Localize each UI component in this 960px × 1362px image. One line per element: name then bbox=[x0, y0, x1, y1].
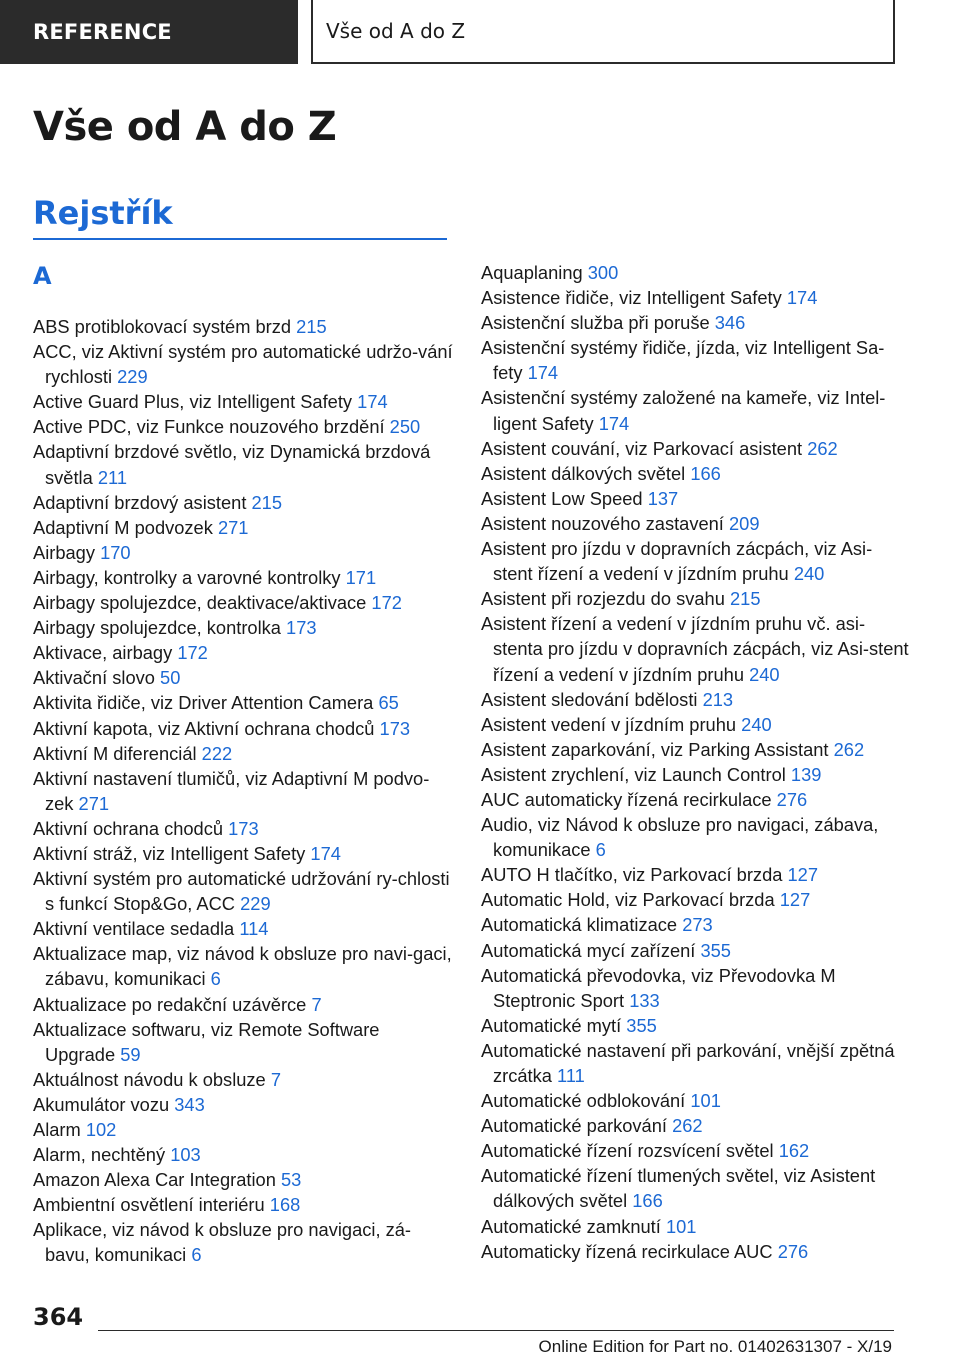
index-entry-text: Asistent vedení v jízdním pruhu bbox=[481, 713, 737, 735]
index-entry bbox=[33, 590, 453, 615]
index-entry-text: Aktualizace po redakční uzávěrce bbox=[33, 993, 307, 1015]
page-reference-link[interactable]: 170 bbox=[100, 541, 131, 563]
index-entry bbox=[481, 812, 911, 862]
page-reference-link[interactable]: 127 bbox=[787, 864, 819, 886]
index-entry bbox=[481, 1013, 911, 1038]
page-reference-link[interactable]: 213 bbox=[702, 688, 734, 710]
index-entry bbox=[33, 665, 453, 690]
index-entry-text: Aktivní nastavení tlumičů, viz Adaptivní M podvo‐zek bbox=[33, 767, 430, 814]
page-reference-link[interactable]: 174 bbox=[527, 362, 559, 384]
page-reference-link[interactable]: 271 bbox=[217, 516, 249, 538]
index-entry bbox=[481, 912, 911, 937]
index-entry bbox=[33, 515, 453, 540]
index-entry-text: Airbagy bbox=[33, 541, 95, 563]
index-entry-text: Aquaplaning bbox=[481, 262, 583, 283]
page-reference-link[interactable]: 215 bbox=[296, 316, 327, 337]
page-reference-link[interactable]: 101 bbox=[665, 1215, 697, 1237]
index-entry-text: Airbagy spolujezdce, deaktivace/aktivace bbox=[33, 592, 367, 614]
index-entry bbox=[481, 385, 911, 435]
index-entry bbox=[481, 1214, 911, 1239]
index-entry bbox=[33, 992, 453, 1017]
page-reference-link[interactable]: 240 bbox=[749, 663, 780, 685]
index-entry bbox=[33, 1017, 453, 1067]
page-reference-link[interactable]: 240 bbox=[741, 713, 772, 735]
index-entry bbox=[481, 486, 911, 511]
index-entry-text: Automatické mytí bbox=[481, 1014, 622, 1036]
page-reference-link[interactable]: 343 bbox=[174, 1093, 205, 1115]
index-entry-text: Automatické parkování bbox=[481, 1115, 667, 1137]
page-reference-link[interactable]: 103 bbox=[170, 1144, 201, 1166]
index-entry bbox=[33, 540, 453, 565]
index-entry bbox=[481, 1038, 911, 1088]
page-reference-link[interactable]: 222 bbox=[201, 742, 233, 764]
index-entry bbox=[33, 1117, 453, 1142]
page-reference-link[interactable]: 172 bbox=[177, 642, 208, 664]
index-entry bbox=[481, 963, 911, 1013]
page-reference-link[interactable]: 127 bbox=[779, 889, 811, 911]
index-entry bbox=[481, 862, 911, 887]
page-reference-link[interactable]: 215 bbox=[251, 491, 283, 513]
index-entry-text: Automatická mycí zařízení bbox=[481, 939, 696, 961]
page-reference-link[interactable]: 7 bbox=[270, 1068, 281, 1090]
index-entry-text: Airbagy spolujezdce, kontrolka bbox=[33, 617, 281, 639]
index-entry-text: Active Guard Plus, viz Intelligent Safety bbox=[33, 391, 353, 413]
page-reference-link[interactable]: 53 bbox=[280, 1169, 302, 1191]
index-entry bbox=[33, 916, 453, 941]
index-entry-text: Aktivní kapota, viz Aktivní ochrana chodců bbox=[33, 717, 375, 739]
page-title: Vše od A do Z bbox=[33, 104, 337, 150]
page-reference-link[interactable]: 229 bbox=[117, 366, 148, 388]
index-entry-text: Asistence řidiče, viz Intelligent Safety bbox=[481, 287, 782, 309]
index-entry-text: Alarm bbox=[33, 1119, 81, 1140]
index-entry-text: Automaticky řízená recirkulace AUC bbox=[481, 1240, 773, 1262]
section-divider bbox=[33, 238, 447, 240]
page-reference-link[interactable]: 215 bbox=[729, 588, 761, 610]
page-reference-link[interactable]: 166 bbox=[632, 1190, 663, 1212]
index-entry-text: Automatická klimatizace bbox=[481, 914, 678, 936]
index-entry-text: Automatické zamknutí bbox=[481, 1215, 661, 1237]
index-entry bbox=[33, 841, 453, 866]
index-entry-text: Active PDC, viz Funkce nouzového brzdění bbox=[33, 416, 385, 438]
page-reference-link[interactable]: 172 bbox=[371, 592, 402, 614]
index-entry bbox=[481, 687, 911, 712]
index-entry bbox=[481, 1239, 911, 1264]
page-reference-link[interactable]: 276 bbox=[777, 1240, 809, 1262]
page-reference-link[interactable]: 174 bbox=[357, 391, 388, 413]
index-entry bbox=[481, 737, 911, 762]
index-entry bbox=[481, 787, 911, 812]
page-reference-link[interactable]: 174 bbox=[598, 412, 630, 434]
index-entry bbox=[481, 712, 911, 737]
page-reference-link[interactable]: 50 bbox=[160, 667, 181, 689]
index-entry-text: Asistenční systémy řidiče, jízda, viz Intelligent Sa‐fety bbox=[481, 337, 885, 384]
index-entry bbox=[33, 414, 453, 439]
index-entry bbox=[481, 1163, 911, 1213]
index-column-right bbox=[481, 260, 911, 1264]
page-reference-link[interactable]: 355 bbox=[626, 1014, 657, 1036]
index-entry-text: Alarm, nechtěný bbox=[33, 1144, 166, 1166]
page-reference-link[interactable]: 133 bbox=[629, 989, 660, 1011]
section-tab bbox=[0, 0, 298, 64]
index-entry-text: Automatické řízení tlumených světel, viz Asistent dálkových světel bbox=[481, 1165, 876, 1212]
index-entry bbox=[481, 511, 911, 536]
index-entry-text: Audio, viz Návod k obsluze pro navigaci, zábava, komunikace bbox=[481, 814, 879, 861]
section-tab-label: REFERENCE bbox=[33, 20, 172, 44]
page-reference-link[interactable]: 229 bbox=[240, 893, 271, 915]
page-reference-link[interactable]: 111 bbox=[557, 1065, 585, 1086]
index-entry-text: Asistent nouzového zastavení bbox=[481, 512, 724, 534]
page-reference-link[interactable]: 65 bbox=[378, 692, 399, 714]
index-entry bbox=[481, 436, 911, 461]
index-entry bbox=[33, 766, 453, 816]
page-reference-link[interactable]: 346 bbox=[714, 312, 746, 334]
index-entry bbox=[33, 640, 453, 665]
index-entry-text: Airbagy, kontrolky a varovné kontrolky bbox=[33, 566, 341, 588]
index-entry-text: Ambientní osvětlení interiéru bbox=[33, 1194, 265, 1216]
index-entry bbox=[33, 1217, 453, 1267]
index-entry-text: Asistent při rozjezdu do svahu bbox=[481, 588, 725, 610]
page-reference-link[interactable]: 300 bbox=[587, 262, 619, 283]
index-entry bbox=[481, 887, 911, 912]
index-entry-text: Aktualizace softwaru, viz Remote Software Upgrade bbox=[33, 1018, 380, 1065]
page-reference-link[interactable]: 6 bbox=[210, 968, 221, 990]
page-reference-link[interactable]: 173 bbox=[286, 617, 317, 639]
footer-edition-text: Online Edition for Part no. 01402631307 - X/19 bbox=[538, 1337, 892, 1356]
index-entry-text: ABS protiblokovací systém brzd bbox=[33, 316, 292, 337]
index-entry bbox=[33, 1067, 453, 1092]
index-entry-text: Adaptivní brzdové světlo, viz Dynamická brzdová světla bbox=[33, 441, 431, 488]
index-entry-text: Asistent dálkových světel bbox=[481, 462, 686, 484]
index-entry bbox=[33, 314, 453, 339]
index-entry-text: Asistent couvání, viz Parkovací asistent bbox=[481, 437, 803, 459]
index-entry bbox=[33, 1167, 453, 1192]
index-entry-text: Aktualizace map, viz návod k obsluze pro navi‐gaci, zábavu, komunikaci bbox=[33, 943, 452, 990]
page-reference-link[interactable]: 250 bbox=[389, 416, 421, 438]
index-entry-text: Asistent pro jízdu v dopravních zácpách, viz Asi‐stent řízení a vedení v jízdním pruhu bbox=[481, 538, 873, 585]
page-reference-link[interactable]: 240 bbox=[793, 563, 825, 585]
index-entry bbox=[33, 690, 453, 715]
index-entry bbox=[481, 1088, 911, 1113]
page-reference-link[interactable]: 209 bbox=[728, 512, 760, 534]
index-entry-text: Aktivní stráž, viz Intelligent Safety bbox=[33, 842, 306, 864]
index-entry-text: Aktivní systém pro automatické udržování ry‐chlosti s funkcí Stop&Go, ACC bbox=[33, 868, 450, 915]
index-entry bbox=[481, 310, 911, 335]
page-reference-link[interactable]: 174 bbox=[786, 287, 818, 309]
index-entry-text: Automatické nastavení při parkování, vnější zpětná zrcátka bbox=[481, 1039, 895, 1086]
page-reference-link[interactable]: 355 bbox=[700, 939, 731, 961]
index-entry-text: Automatické odblokování bbox=[481, 1090, 686, 1112]
index-entry bbox=[33, 1142, 453, 1167]
index-entry bbox=[33, 716, 453, 741]
index-entry-text: ACC, viz Aktivní systém pro automatické udržo‐vání rychlosti bbox=[33, 341, 453, 388]
index-entry bbox=[33, 866, 453, 916]
page-reference-link[interactable]: 173 bbox=[228, 817, 259, 839]
page-reference-link[interactable]: 137 bbox=[647, 487, 679, 509]
index-entry bbox=[481, 938, 911, 963]
page-reference-link[interactable]: 171 bbox=[345, 566, 377, 588]
page-reference-link[interactable]: 211 bbox=[97, 466, 128, 488]
index-entry bbox=[33, 1192, 453, 1217]
index-entry bbox=[481, 586, 911, 611]
index-entry-text: Aplikace, viz návod k obsluze pro navigaci, zá‐bavu, komunikaci bbox=[33, 1219, 412, 1266]
index-entry bbox=[33, 339, 453, 389]
index-entry bbox=[481, 762, 911, 787]
breadcrumb-label: Vše od A do Z bbox=[326, 19, 466, 43]
index-entry bbox=[481, 260, 911, 285]
index-entry-text: Asistent sledování bdělosti bbox=[481, 688, 698, 710]
index-entry-text: Asistent Low Speed bbox=[481, 487, 643, 509]
index-entry bbox=[481, 536, 911, 586]
index-entry-text: Automatická převodovka, viz Převodovka M Steptronic Sport bbox=[481, 964, 836, 1011]
page-reference-link[interactable]: 262 bbox=[833, 738, 865, 760]
index-entry-text: Adaptivní brzdový asistent bbox=[33, 491, 247, 513]
index-entry-text: Aktivace, airbagy bbox=[33, 642, 173, 664]
section-title: Rejstřík bbox=[33, 194, 173, 232]
index-entry-text: Aktivní ochrana chodců bbox=[33, 817, 224, 839]
index-entry-text: Asistent zrychlení, viz Launch Control bbox=[481, 763, 786, 785]
index-entry-text: Adaptivní M podvozek bbox=[33, 516, 213, 538]
page-reference-link[interactable]: 262 bbox=[807, 437, 838, 459]
index-entry-text: Asistent zaparkování, viz Parking Assistant bbox=[481, 738, 829, 760]
page-reference-link[interactable]: 162 bbox=[778, 1140, 810, 1162]
index-entry bbox=[481, 335, 911, 385]
index-entry bbox=[481, 1113, 911, 1138]
index-entry-text: Amazon Alexa Car Integration bbox=[33, 1169, 276, 1191]
index-entry bbox=[33, 389, 453, 414]
index-entry bbox=[33, 439, 453, 489]
page-number: 364 bbox=[33, 1303, 84, 1331]
page-reference-link[interactable]: 276 bbox=[776, 788, 808, 810]
index-entry bbox=[33, 490, 453, 515]
index-entry bbox=[33, 741, 453, 766]
index-letter: A bbox=[33, 262, 52, 290]
page-reference-link[interactable]: 7 bbox=[311, 993, 322, 1015]
index-entry bbox=[481, 461, 911, 486]
index-entry-text: Automatické řízení rozsvícení světel bbox=[481, 1140, 774, 1162]
page-reference-link[interactable]: 101 bbox=[690, 1090, 721, 1112]
index-entry bbox=[33, 615, 453, 640]
index-entry bbox=[481, 285, 911, 310]
page-reference-link[interactable]: 271 bbox=[78, 792, 110, 814]
page-reference-link[interactable]: 273 bbox=[682, 914, 713, 936]
index-entry-text: Aktivita řidiče, viz Driver Attention Camera bbox=[33, 692, 374, 714]
page-reference-link[interactable]: 59 bbox=[120, 1043, 141, 1065]
page-reference-link[interactable]: 173 bbox=[379, 717, 411, 739]
page-reference-link[interactable]: 6 bbox=[595, 839, 606, 861]
index-entry-text: Asistent řízení a vedení v jízdním pruhu vč. asi‐stenta pro jízdu v dopravních zácpách, viz Asi‐stent řízení a vedení v jízdním pruhu bbox=[481, 613, 909, 685]
index-entry-text: AUC automaticky řízená recirkulace bbox=[481, 788, 772, 810]
page-reference-link[interactable]: 114 bbox=[239, 918, 269, 940]
index-column-left bbox=[33, 314, 453, 1268]
page-reference-link[interactable]: 168 bbox=[269, 1194, 301, 1216]
index-entry bbox=[33, 941, 453, 991]
index-entry bbox=[481, 611, 911, 686]
page-reference-link[interactable]: 166 bbox=[690, 462, 721, 484]
page-reference-link[interactable]: 174 bbox=[310, 842, 341, 864]
breadcrumb bbox=[311, 0, 895, 64]
index-entry bbox=[481, 1138, 911, 1163]
index-entry-text: Aktivní ventilace sedadla bbox=[33, 918, 235, 940]
footer-divider bbox=[98, 1330, 894, 1331]
page-reference-link[interactable]: 6 bbox=[191, 1244, 202, 1266]
index-entry-text: Aktivní M diferenciál bbox=[33, 742, 197, 764]
index-entry-text: Aktuálnost návodu k obsluze bbox=[33, 1068, 266, 1090]
index-entry bbox=[33, 816, 453, 841]
index-entry-text: Automatic Hold, viz Parkovací brzda bbox=[481, 889, 775, 911]
page-reference-link[interactable]: 139 bbox=[790, 763, 822, 785]
index-entry-text: Asistenční systémy založené na kameře, viz Intel‐ligent Safety bbox=[481, 387, 886, 434]
index-entry-text: Asistenční služba při poruše bbox=[481, 312, 710, 334]
index-entry-text: Aktivační slovo bbox=[33, 667, 155, 689]
index-entry-text: Akumulátor vozu bbox=[33, 1093, 170, 1115]
page-reference-link[interactable]: 262 bbox=[672, 1115, 703, 1137]
index-entry bbox=[33, 565, 453, 590]
index-entry bbox=[33, 1092, 453, 1117]
page-reference-link[interactable]: 102 bbox=[85, 1119, 117, 1140]
index-entry-text: AUTO H tlačítko, viz Parkovací brzda bbox=[481, 864, 783, 886]
